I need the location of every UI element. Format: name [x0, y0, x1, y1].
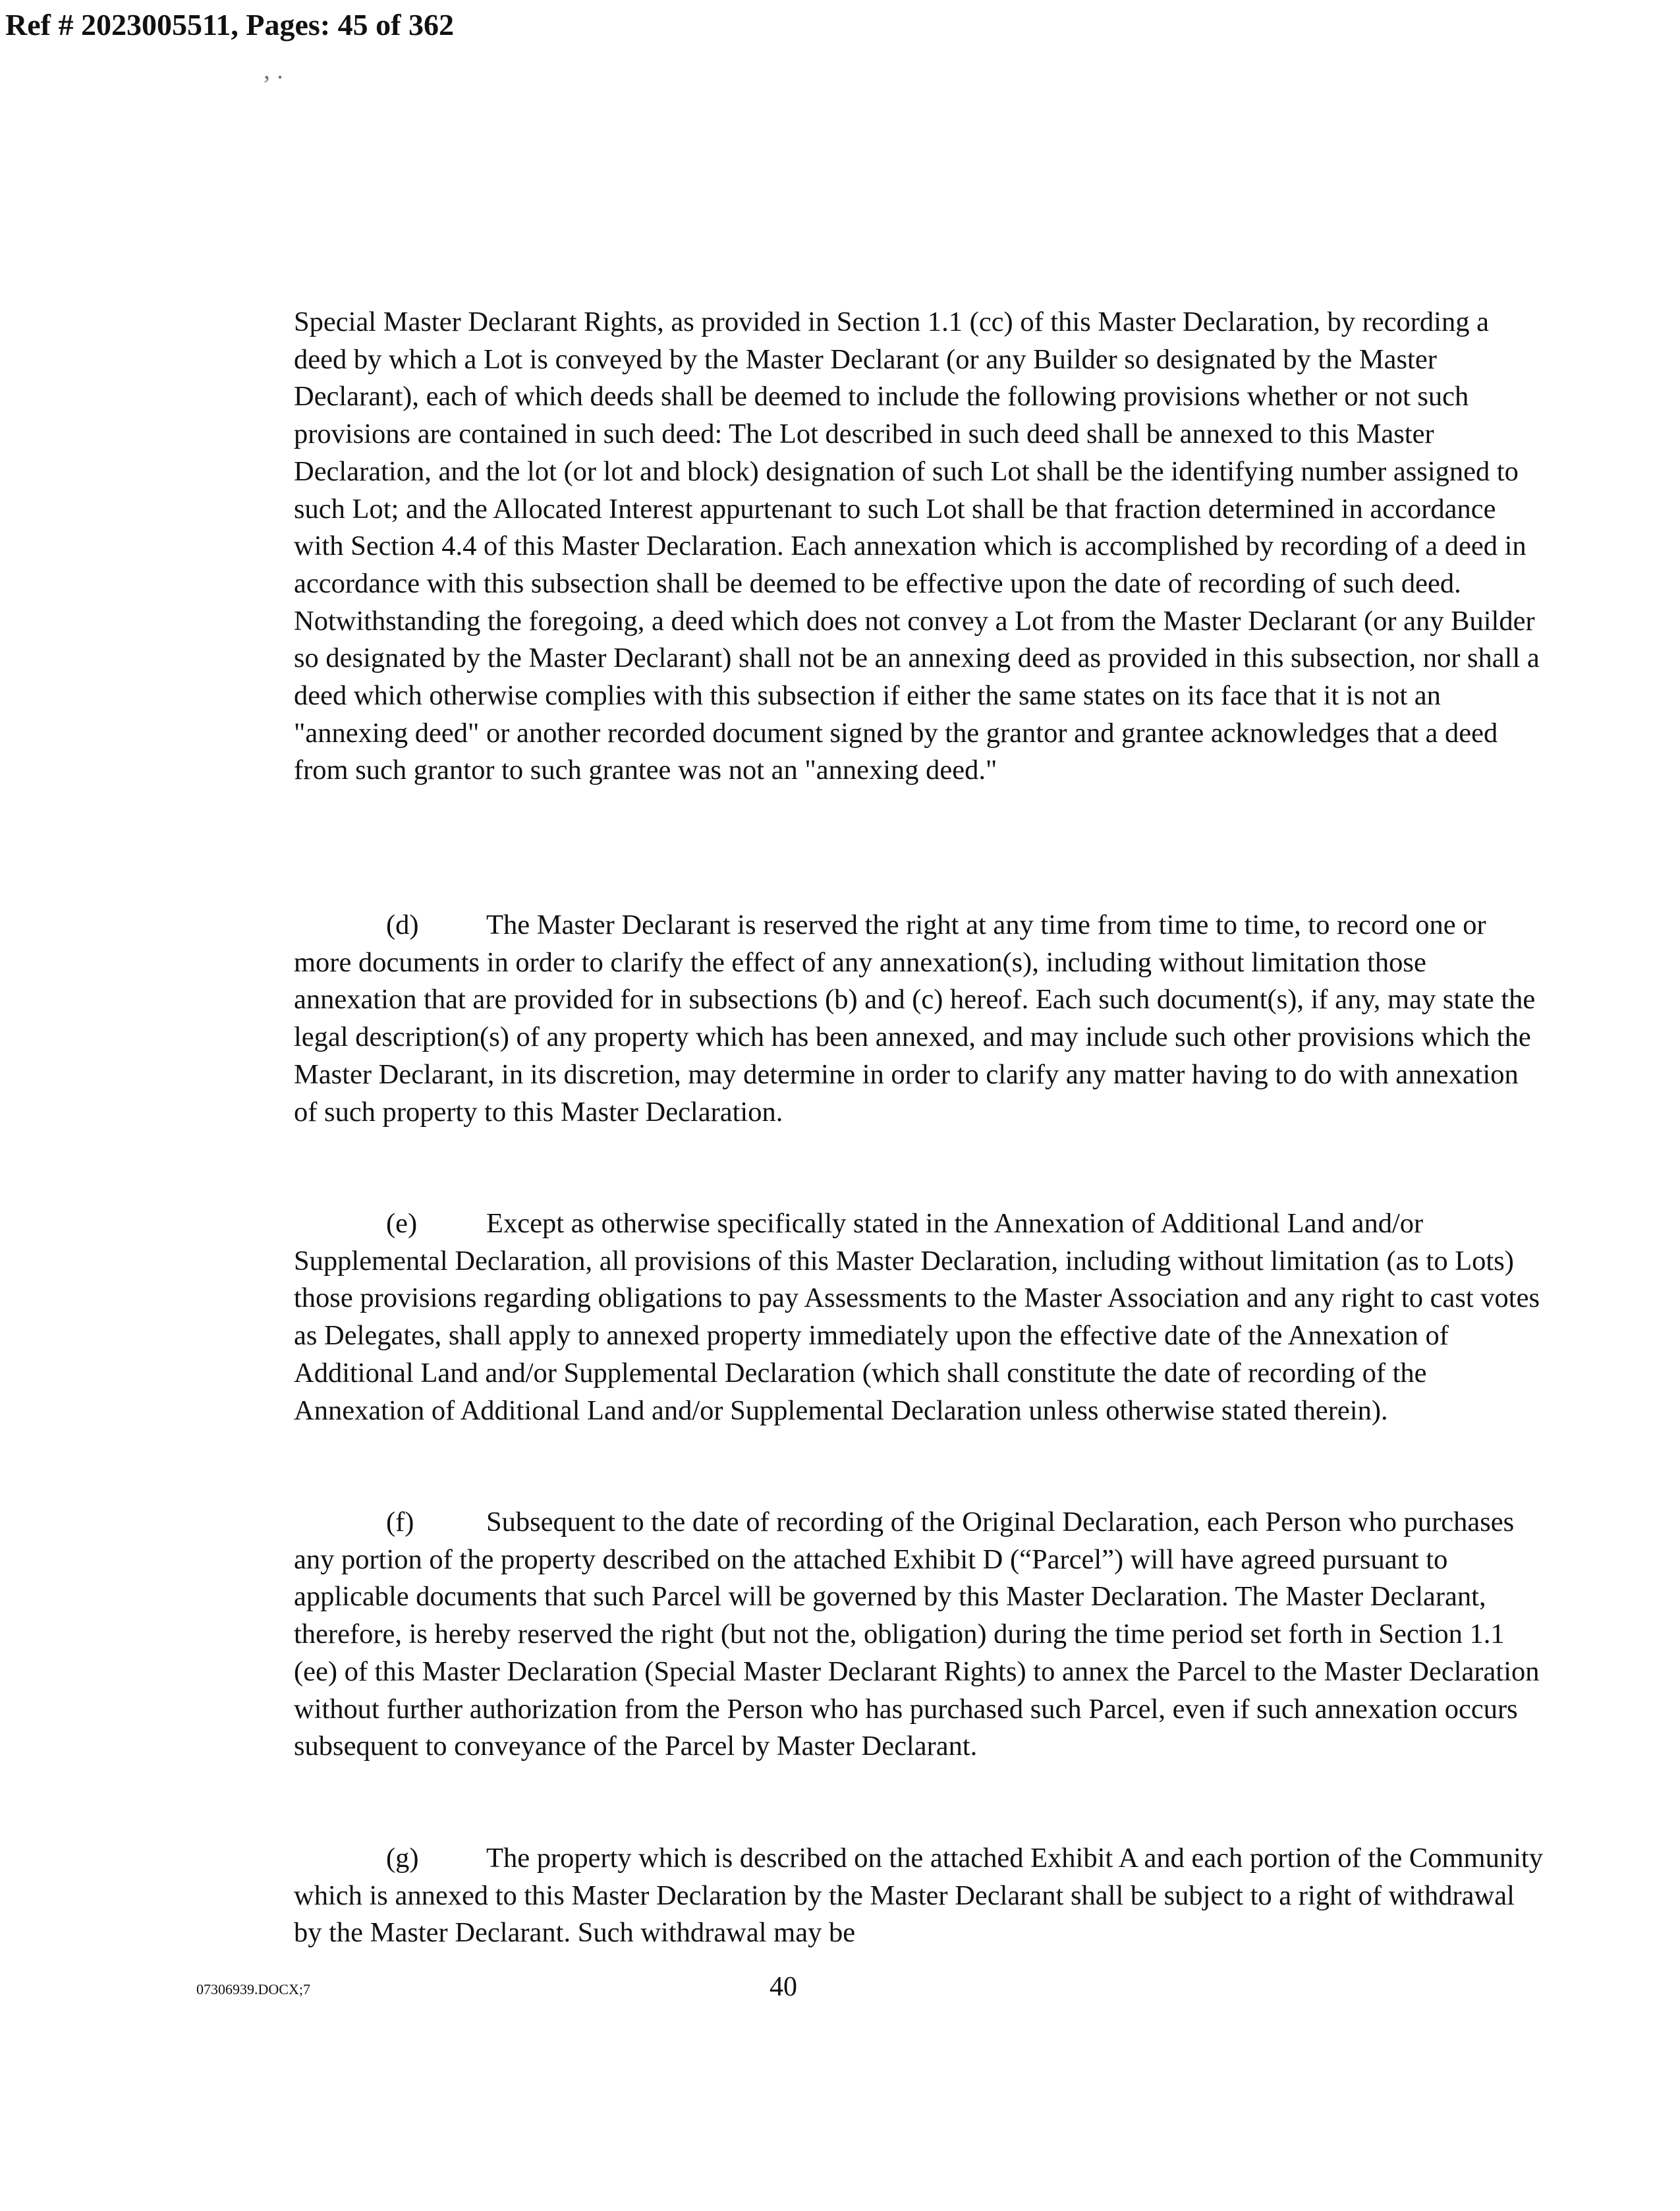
- section-g-paragraph: [294, 1840, 1546, 1952]
- section-d-text: The Master Declarant is reserved the right at any time from time to time, to record one or more documents in order to clarify the effect of any annexation(s), including without limitation those annexation that are provided for in subsections (b) and (c) hereof. Each such document(s), if any, may state the legal description(s) of any property which has been annexed, and may include such other provisions which the Master Declarant, in its discretion, may determine in order to clarify any matter having to do with annexation of such property to this Master Declaration.: [294, 909, 1536, 1128]
- section-f-paragraph: [294, 1504, 1546, 1766]
- section-f-text: Subsequent to the date of recording of the Original Declaration, each Person who purchases any portion of the property described on the attached Exhibit D (“Parcel”) will have agreed pursuant to applicable documents that such Parcel will be governed by this Master Declaration. The Master Declarant, therefore, is hereby reserved the right (but not the, obligation) during the time period set forth in Section 1.1 (ee) of this Master Declaration (Special Master Declarant Rights) to annex the Parcel to the Master Declaration without further authorization from the Person who has purchased such Parcel, even if such annexation occurs subsequent to conveyance of the Parcel by Master Declarant.: [294, 1507, 1540, 1762]
- section-e-paragraph: [294, 1205, 1546, 1429]
- section-e-label: (e): [386, 1208, 418, 1239]
- scan-artifact-mark: , .: [264, 55, 283, 84]
- footer-document-id: 07306939.DOCX;7: [196, 1981, 310, 1997]
- section-f-label: (f): [386, 1507, 414, 1537]
- section-d-label: (d): [386, 909, 419, 940]
- document-reference-header: Ref # 2023005511, Pages: 45 of 362: [5, 8, 454, 42]
- section-e-text: Except as otherwise specifically stated in the Annexation of Additional Land and/or Supplemental Declaration, all provisions of this Master Declaration, including without limitation (as to Lots) those provisions regarding obligations to pay Assessments to the Master Association and any right to cast votes as Delegates, shall apply to annexed property immediately upon the effective date of the Annexation of Additional Land and/or Supplemental Declaration (which shall constitute the date of recording of the Annexation of Additional Land and/or Supplemental Declaration unless otherwise stated therein).: [294, 1208, 1540, 1426]
- footer-page-number: 40: [770, 1972, 797, 2002]
- section-g-text: The property which is described on the attached Exhibit A and each portion of the Community which is annexed to this Master Declaration by the Master Declarant shall be subject to a right of withdrawal by the Master Declarant. Such withdrawal may be: [294, 1843, 1543, 1949]
- section-g-label: (g): [386, 1843, 419, 1874]
- continued-paragraph: Special Master Declarant Rights, as provided in Section 1.1 (cc) of this Master Declaration, by recording a deed by which a Lot is conveyed by the Master Declarant (or any Builder so designated by the Master Declarant), each of which deeds shall be deemed to include the following provisions whether or not such provisions are contained in such deed: The Lot described in such deed shall be annexed to this Master Declaration, and the lot (or lot and block) designation of such Lot shall be the identifying number assigned to such Lot; and the Allocated Interest appurtenant to such Lot shall be that fraction determined in accordance with Section 4.4 of this Master Declaration. Each annexation which is accomplished by recording of a deed in accordance with this subsection shall be deemed to be effective upon the date of recording of such deed. Notwithstanding the foregoing, a deed which does not convey a Lot from the Master Declarant (or any Builder so designated by the Master Declarant) shall not be an annexing deed as provided in this subsection, nor shall a deed which otherwise complies with this subsection if either the same states on its face that it is not an "annexing deed" or another recorded document signed by the grantor and grantee acknowledges that a deed from such grantor to such grantee was not an "annexing deed.": [294, 306, 1540, 786]
- section-d-paragraph: [294, 907, 1546, 1131]
